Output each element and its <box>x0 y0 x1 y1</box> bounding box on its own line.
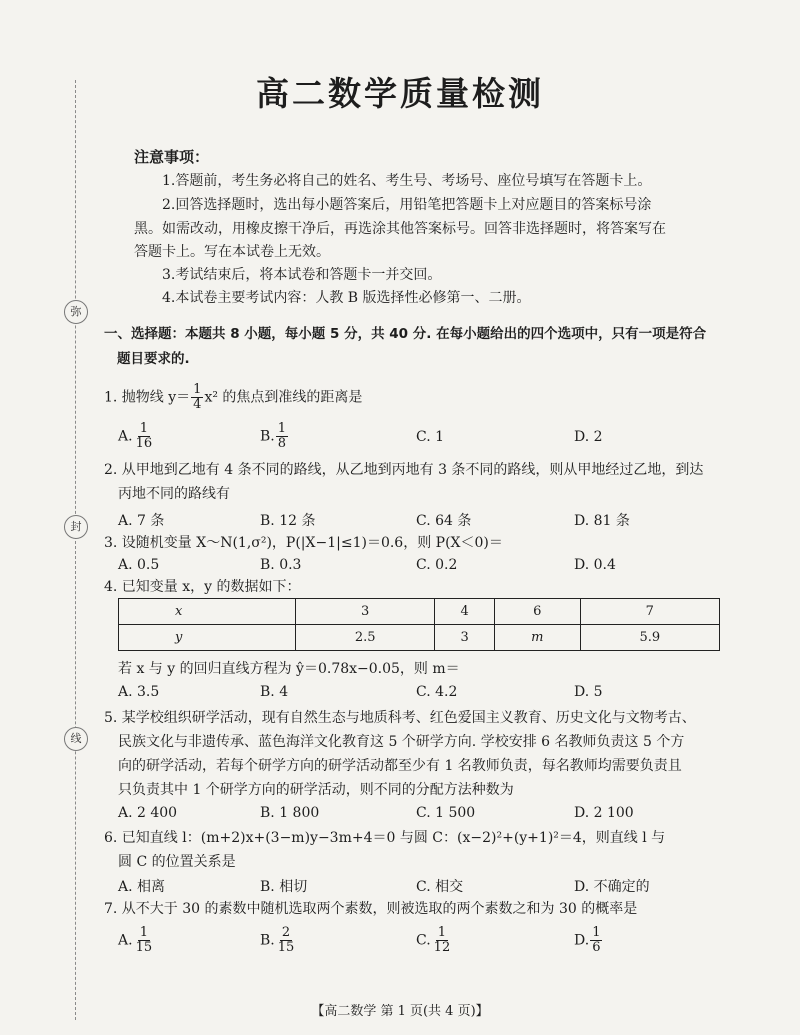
notice-item-1: 1.答题前，考生务必将自己的姓名、考生号、考场号、座位号填写在答题卡上。 <box>162 173 652 189</box>
q3-option-a[interactable]: A. 0.5 <box>118 557 160 573</box>
table-cell: 3 <box>435 625 495 651</box>
q7-c-num: 1 <box>437 925 447 940</box>
binding-line <box>75 80 76 1020</box>
question-1 <box>104 383 362 412</box>
notice-heading: 注意事项： <box>134 148 210 166</box>
q4-option-a[interactable]: A. 3.5 <box>118 684 160 700</box>
q6-option-a[interactable]: A. 相离 <box>118 879 166 895</box>
question-2: 2. 从甲地到乙地有 4 条不同的路线，从乙地到丙地有 3 条不同的路线，则从甲地经过乙地，到达 <box>104 462 704 478</box>
q7-option-d[interactable] <box>574 926 603 955</box>
table-cell: 3 <box>296 599 435 625</box>
q6-option-c[interactable]: C. 相交 <box>416 879 464 895</box>
q3-option-d[interactable]: D. 0.4 <box>574 557 616 573</box>
q1-b-num: 1 <box>277 421 287 436</box>
q7-d-label: D. <box>574 932 590 949</box>
q1-a-den: 16 <box>135 436 153 451</box>
q1-option-d[interactable]: D. 2 <box>574 429 603 445</box>
q4-option-b[interactable]: B. 4 <box>260 684 289 700</box>
q7-c-fraction <box>432 926 453 955</box>
q1-a-label: A. <box>118 428 133 445</box>
q1-b-label: B. <box>260 428 275 445</box>
data-table <box>118 598 720 651</box>
q4-option-c[interactable]: C. 4.2 <box>416 684 458 700</box>
q1-option-a[interactable] <box>118 422 155 451</box>
q1-a-fraction <box>134 422 155 451</box>
table-cell: 5.9 <box>580 625 719 651</box>
question-6: 6. 已知直线 l：(m+2)x+(3−m)y−3m+4＝0 与圆 C：(x−2)²+(y+1)²＝4，则直线 l 与 <box>104 830 666 846</box>
notice-item-3: 3.考试结束后，将本试卷和答题卡一并交回。 <box>162 267 442 283</box>
q1-option-c[interactable]: C. 1 <box>416 429 445 445</box>
q2-option-b[interactable]: B. 12 条 <box>260 513 316 529</box>
q6-option-b[interactable]: B. 相切 <box>260 879 308 895</box>
question-3: 3. 设随机变量 X～N(1,σ²)，P(|X−1|≤1)＝0.6，则 P(X＜0)＝ <box>104 535 503 551</box>
question-4-cont: 若 x 与 y 的回归直线方程为 ŷ＝0.78x−0.05，则 m＝ <box>118 661 460 677</box>
q7-a-fraction <box>134 926 155 955</box>
q1-a-num: 1 <box>139 421 148 436</box>
question-5: 5. 某学校组织研学活动，现有自然生态与地质科考、红色爱国主义教育、历史文化与文物考古、 <box>104 710 696 726</box>
table-cell: x <box>119 599 296 625</box>
q7-option-a[interactable] <box>118 926 155 955</box>
table-cell: 6 <box>494 599 580 625</box>
q2-option-c[interactable]: C. 64 条 <box>416 513 472 529</box>
question-5-line-2: 民族文化与非遗传承、蓝色海洋文化教育这 5 个研学方向. 学校安排 6 名教师负责这 5 个方 <box>118 734 685 750</box>
q1-b-fraction <box>276 422 288 451</box>
q5-option-a[interactable]: A. 2 400 <box>118 805 178 821</box>
q7-a-den: 15 <box>135 940 153 955</box>
table-cell: y <box>119 625 296 651</box>
table-cell: 7 <box>580 599 719 625</box>
table-row-y <box>119 625 720 651</box>
q2-option-a[interactable]: A. 7 条 <box>118 513 165 529</box>
q7-option-b[interactable] <box>260 926 297 955</box>
q7-d-den: 6 <box>592 940 601 955</box>
q6-option-d[interactable]: D. 不确定的 <box>574 879 650 895</box>
q7-c-label: C. <box>416 932 431 949</box>
q7-option-c[interactable] <box>416 926 453 955</box>
q7-a-label: A. <box>118 932 133 949</box>
table-row-x <box>119 599 720 625</box>
table-cell: 2.5 <box>296 625 435 651</box>
q1-fraction <box>191 383 203 412</box>
q1-option-b[interactable] <box>260 422 289 451</box>
q5-option-c[interactable]: C. 1 500 <box>416 805 476 821</box>
binding-mark-seal-2: 封 <box>64 515 88 539</box>
binding-mark-seal-3: 线 <box>64 727 88 751</box>
q5-option-b[interactable]: B. 1 800 <box>260 805 320 821</box>
page-title: 高二数学质量检测 <box>256 74 544 113</box>
question-5-line-4: 只负责其中 1 个研学方向的研学活动，则不同的分配方法种数为 <box>118 782 514 798</box>
binding-mark-seal-1: 弥 <box>64 300 88 324</box>
q7-b-den: 15 <box>277 940 295 955</box>
question-7: 7. 从不大于 30 的素数中随机选取两个素数，则被选取的两个素数之和为 30 的概率是 <box>104 901 638 917</box>
notice-item-4: 4.本试卷主要考试内容：人教 B 版选择性必修第一、二册。 <box>162 290 531 306</box>
q5-option-d[interactable]: D. 2 100 <box>574 805 634 821</box>
table-cell: 4 <box>435 599 495 625</box>
q2-option-d[interactable]: D. 81 条 <box>574 513 630 529</box>
q1-frac-num: 1 <box>193 382 202 397</box>
question-6-cont: 圆 C 的位置关系是 <box>118 854 236 870</box>
q1-b-den: 8 <box>277 436 287 451</box>
q1-frac-den: 4 <box>193 397 202 412</box>
q1-stem-pre: 1. 抛物线 y＝ <box>104 389 191 406</box>
q1-stem-post: x² 的焦点到准线的距离是 <box>204 389 363 406</box>
q7-b-label: B. <box>260 932 275 949</box>
q3-option-c[interactable]: C. 0.2 <box>416 557 458 573</box>
q7-d-num: 1 <box>592 925 601 940</box>
section-heading-cont: 题目要求的. <box>117 351 190 367</box>
question-5-line-3: 向的研学活动，若每个研学方向的研学活动都至少有 1 名教师负责，每名教师均需要负责且 <box>118 758 682 774</box>
notice-item-2: 2.回答选择题时，选出每小题答案后，用铅笔把答题卡上对应题目的答案标号涂 <box>162 197 652 213</box>
q4-option-d[interactable]: D. 5 <box>574 684 603 700</box>
question-2-cont: 丙地不同的路线有 <box>118 486 230 502</box>
notice-item-2-end: 答题卡上。写在本试卷上无效。 <box>134 244 330 260</box>
section-heading: 一、选择题：本题共 8 小题，每小题 5 分，共 40 分. 在每小题给出的四个选项中，只有一项是符合 <box>104 326 707 342</box>
q7-d-fraction <box>590 926 602 955</box>
q7-b-fraction <box>276 926 297 955</box>
q7-b-num: 2 <box>281 925 291 940</box>
question-4: 4. 已知变量 x，y 的数据如下： <box>104 579 301 595</box>
page-footer: 【高二数学 第 1 页(共 4 页)】 <box>311 1004 489 1019</box>
table-cell: m <box>494 625 580 651</box>
q7-c-den: 12 <box>433 940 451 955</box>
notice-item-2-cont: 黑。如需改动，用橡皮擦干净后，再选涂其他答案标号。回答非选择题时，将答案写在 <box>134 221 666 237</box>
q7-a-num: 1 <box>139 925 148 940</box>
q3-option-b[interactable]: B. 0.3 <box>260 557 302 573</box>
